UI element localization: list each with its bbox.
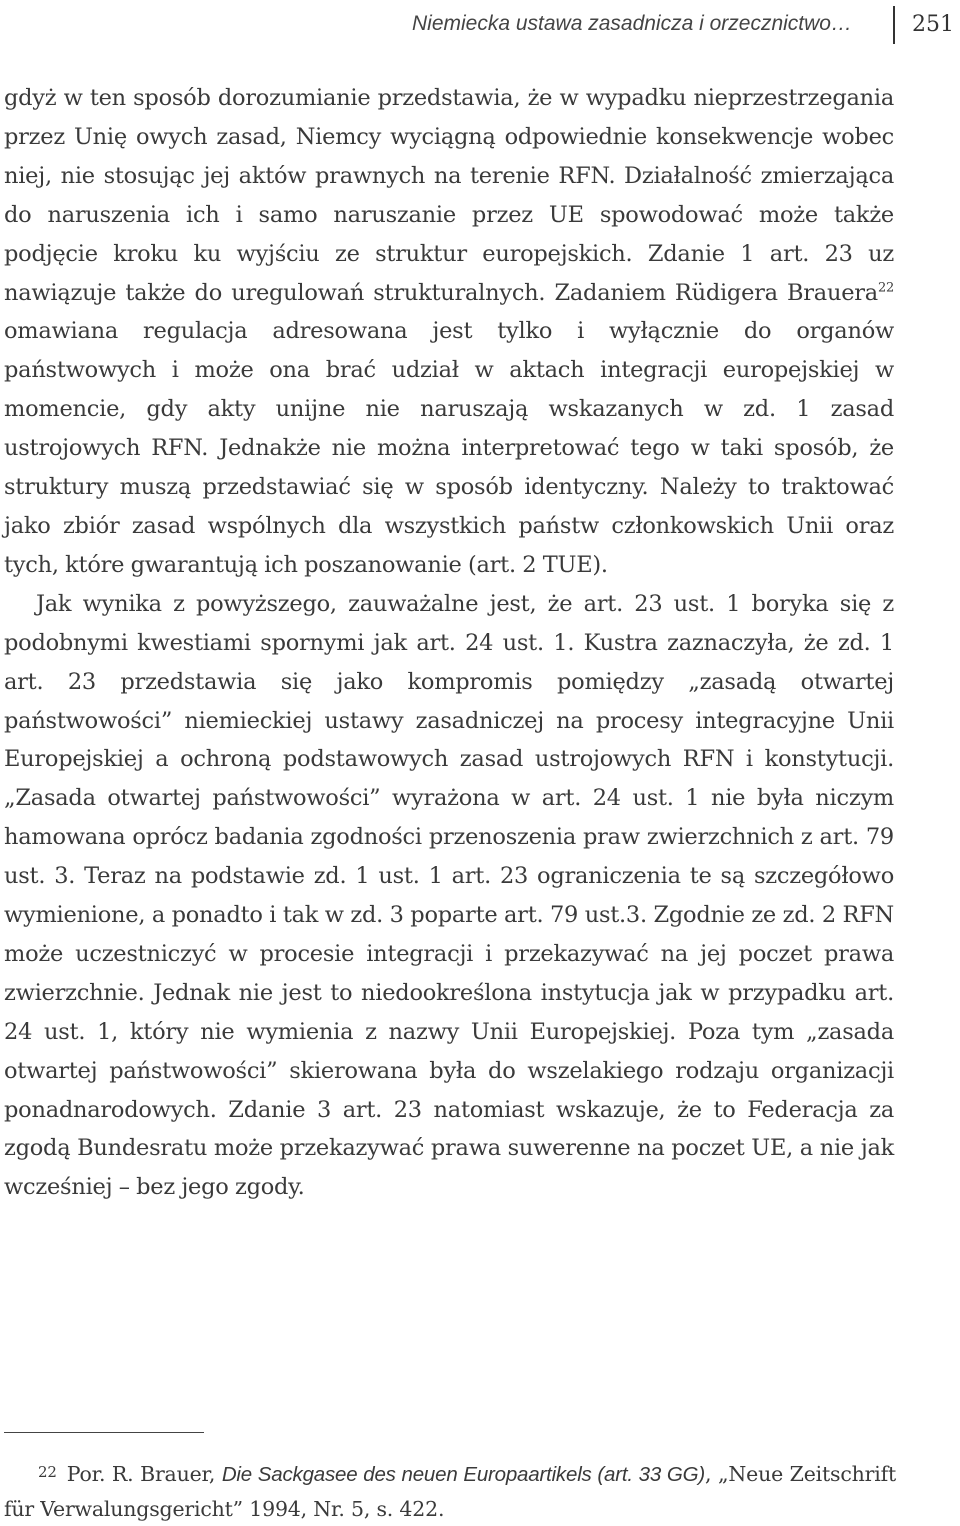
footnote-separator (4, 1432, 204, 1433)
running-title: Niemiecka ustawa zasadnicza i orzecznictwo… (411, 12, 852, 35)
header-divider (893, 6, 895, 44)
footnote-title: Die Sackgasee des neuen Europaartikels (art. 33 GG) (221, 1463, 706, 1486)
paragraph-1-text-cont: omawiana regulacja adresowana jest tylko i wyłącznie do organów państwowych i może ona brać udział w aktach integracji europejskiej w momencie, gdy akty unijne nie naruszają wskazanych w zd. 1 zasad ustrojowych RFN. Jednakże nie można interpretować tego w taki sposób, że struktury muszą przedstawiać się w sposób identyczny. Należy to traktować jako zbiór zasad wspólnych dla wszystkich państw członkowskich Unii oraz tych, które gwarantują ich poszanowanie (art. 2 TUE). (4, 318, 894, 578)
footnote-number: 22 (38, 1463, 57, 1481)
footnote-text (4, 1455, 896, 1526)
footnote (4, 1455, 896, 1526)
paragraph-2: Jak wynika z powyższego, zauważalne jest, że art. 23 ust. 1 boryka się z podobnymi kwestiami spornymi jak art. 24 ust. 1. Kustra zaznaczyła, że zd. 1 art. 23 przedstawia się jako kompromis pomiędzy „zasadą otwartej państwowości” niemieckiej ustawy zasadniczej na procesy integracyjne Unii Europejskiej a ochroną podstawowych zasad ustrojowych RFN i konstytucji. „Zasada otwartej państwowości” wyrażona w art. 24 ust. 1 nie była niczym hamowana oprócz badania zgodności przenoszenia praw zwierzchnich z art. 79 ust. 3. Teraz na podstawie zd. 1 ust. 1 art. 23 ograniczenia te są szczegółowo wymienione, a ponadto i tak w zd. 3 poparte art. 79 ust.3. Zgodnie ze zd. 2 RFN może uczestniczyć w procesie integracji i przekazywać na jej poczet prawa zwierzchnie. Jednak nie jest to niedookreślona instytucja jak w przypadku art. 24 ust. 1, który nie wymienia z nazwy Unii Europejskiej. Poza tym „zasada otwartej państwowości” skierowana była do wszelakiego rodzaju organizacji ponadnarodowych. Zdanie 3 art. 23 natomiast wskazuje, że to Federacja za zgodą Bundesratu może przekazywać prawa suwerenne na poczet UE, a nie jak wcześniej – bez jego zgody. (4, 590, 894, 1201)
footnote-post: , „Neue Zeitschrift für Verwalungsgericht” 1994, Nr. 5, s. 422. (4, 1462, 897, 1521)
main-text (4, 79, 894, 1207)
footnote-reference[interactable]: 22 (877, 280, 894, 296)
paragraph-1-text: gdyż w ten sposób dorozumianie przedstawia, że w wypadku nieprzestrzegania przez Unię owych zasad, Niemcy wyciągną odpowiednie konsekwencje wobec niej, nie stosując jej aktów prawnych na terenie RFN. Działalność zmierzająca do naruszenia ich i samo naruszanie przez UE spowodować może także podjęcie kroku ku wyjściu ze struktur europejskich. Zdanie 1 art. 23 uz nawiązuje także do uregulowań strukturalnych. Zadaniem Rüdigera Brauera (4, 85, 894, 306)
page-number: 251 (912, 12, 954, 37)
paragraph-1 (4, 79, 894, 585)
running-header (0, 6, 960, 42)
footnote-pre: Por. R. Brauer, (66, 1462, 222, 1486)
